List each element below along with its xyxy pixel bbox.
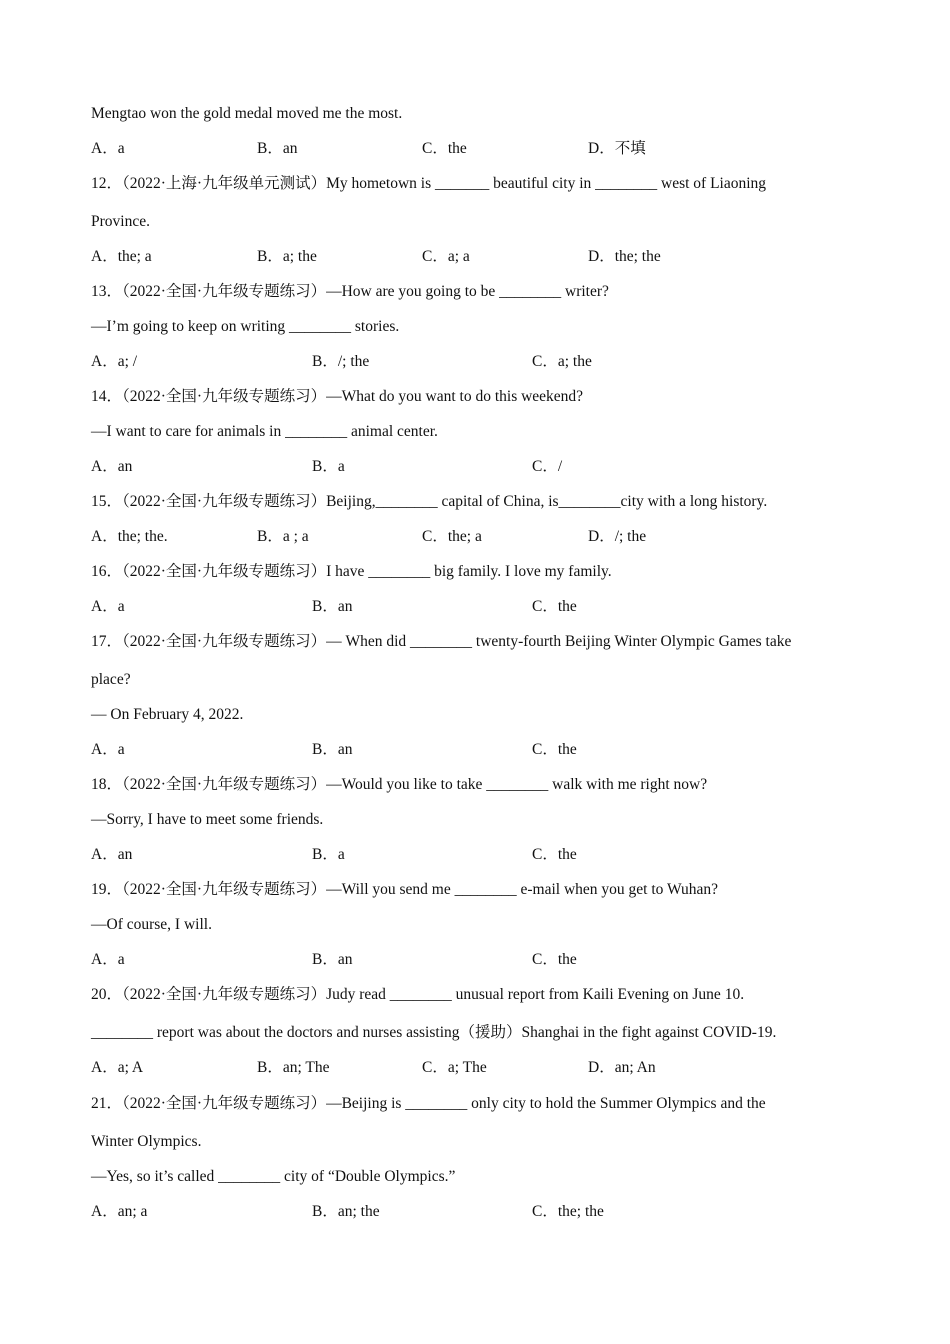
option-a: A．a; A <box>91 1059 144 1076</box>
question-12-stem-cont: Province. <box>91 213 150 230</box>
question-20-stem: 20．（2022·全国·九年级专题练习）Judy read ________ unusual report from Kaili Evening on June 10. <box>91 986 745 1003</box>
option-c: C．the <box>532 598 577 615</box>
question-17-stem: 17．（2022·全国·九年级专题练习）— When did ________ twenty-fourth Beijing Winter Olympic Games take <box>91 633 792 650</box>
question-15-stem: 15．（2022·全国·九年级专题练习）Beijing,________ capital of China, is________city with a long history. <box>91 493 768 510</box>
option-b: B．/; the <box>312 353 370 370</box>
question-11-tail: Mengtao won the gold medal moved me the most. <box>91 105 403 122</box>
option-a: A．a <box>91 741 125 758</box>
option-a: A．an; a <box>91 1203 148 1220</box>
option-a: A．a <box>91 598 125 615</box>
question-17-reply: — On February 4, 2022. <box>91 706 244 723</box>
question-21-stem: 21．（2022·全国·九年级专题练习）—Beijing is ________ only city to hold the Summer Olympics and the <box>91 1095 766 1112</box>
question-14-reply: —I want to care for animals in ________ animal center. <box>91 423 438 440</box>
option-b: B．a; the <box>257 248 317 265</box>
question-12-stem: 12．（2022·上海·九年级单元测试）My hometown is _______ beautiful city in ________ west of Liaoning <box>91 175 767 192</box>
question-18-stem: 18．（2022·全国·九年级专题练习）—Would you like to take ________ walk with me right now? <box>91 776 708 793</box>
option-c: C．a; a <box>422 248 470 265</box>
question-13-stem: 13．（2022·全国·九年级专题练习）—How are you going to be ________ writer? <box>91 283 609 300</box>
question-21-reply: —Yes, so it’s called ________ city of “Double Olympics.” <box>91 1168 456 1185</box>
option-c: C．a; the <box>532 353 592 370</box>
question-16-stem: 16．（2022·全国·九年级专题练习）I have ________ big family. I love my family. <box>91 563 612 580</box>
option-c: C．the; a <box>422 528 482 545</box>
option-a: A．an <box>91 458 133 475</box>
option-a: A．the; the. <box>91 528 168 545</box>
option-c: C．the <box>532 951 577 968</box>
question-18-reply: —Sorry, I have to meet some friends. <box>91 811 324 828</box>
question-19-reply: —Of course, I will. <box>91 916 212 933</box>
option-b: B．an; the <box>312 1203 380 1220</box>
option-b: B．an <box>312 951 353 968</box>
option-c: C．the <box>532 846 577 863</box>
question-21-stem-cont: Winter Olympics. <box>91 1133 202 1150</box>
question-17-stem-cont: place? <box>91 671 131 688</box>
question-19-stem: 19．（2022·全国·九年级专题练习）—Will you send me ________ e-mail when you get to Wuhan? <box>91 881 718 898</box>
option-c: C．the <box>422 140 467 157</box>
option-a: A．an <box>91 846 133 863</box>
option-d: D．the; the <box>588 248 661 265</box>
question-14-stem: 14．（2022·全国·九年级专题练习）—What do you want to do this weekend? <box>91 388 584 405</box>
option-b: B．an <box>257 140 298 157</box>
option-b: B．a <box>312 458 345 475</box>
option-a: A．a <box>91 140 125 157</box>
option-a: A．a <box>91 951 125 968</box>
option-b: B．a ; a <box>257 528 309 545</box>
option-c: C．the; the <box>532 1203 604 1220</box>
option-d: D．不填 <box>588 140 646 157</box>
option-d: D．/; the <box>588 528 647 545</box>
option-c: C．a; The <box>422 1059 487 1076</box>
option-b: B．an <box>312 598 353 615</box>
question-20-stem-cont: ________ report was about the doctors and nurses assisting（援助）Shanghai in the fight against COVID-19. <box>91 1024 777 1041</box>
option-c: C．the <box>532 741 577 758</box>
option-a: A．a; / <box>91 353 138 370</box>
option-d: D．an; An <box>588 1059 656 1076</box>
option-b: B．a <box>312 846 345 863</box>
question-13-reply: —I’m going to keep on writing ________ stories. <box>91 318 400 335</box>
option-b: B．an; The <box>257 1059 330 1076</box>
option-b: B．an <box>312 741 353 758</box>
option-c: C．/ <box>532 458 563 475</box>
option-a: A．the; a <box>91 248 152 265</box>
